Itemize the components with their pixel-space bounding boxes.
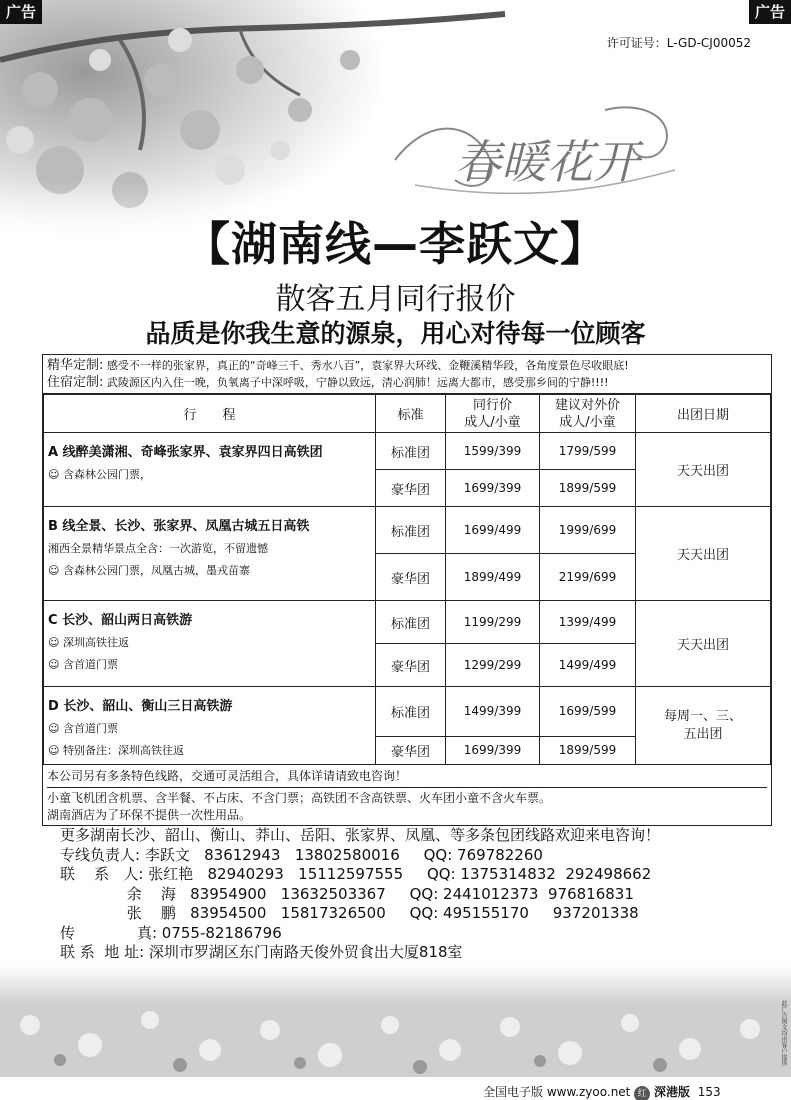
departure-date: 天天出团: [636, 433, 771, 507]
departure-date: 天天出团: [636, 601, 771, 687]
contact-section: [60, 826, 660, 963]
tour-level: 标准团: [376, 507, 446, 554]
route-sub: ☺ 含首道门票: [48, 658, 118, 671]
feature-line: [47, 374, 767, 391]
flower-field-background: [0, 965, 791, 1077]
footer-url: www.zyoo.net: [546, 1085, 631, 1099]
retail-price: 1799/599: [540, 433, 636, 470]
route-cell: [44, 433, 376, 507]
route-title: D 长沙、韶山、衡山三日高铁游: [48, 699, 233, 714]
tour-level: 豪华团: [376, 644, 446, 687]
retail-price: 2199/699: [540, 554, 636, 601]
contact-line: 联 系 地 址: 深圳市罗湖区东门南路天俊外贸食出大厦818室: [60, 943, 463, 961]
route-cell: [44, 687, 376, 765]
note-line: 小童飞机团含机票、含半餐、不占床、不含门票；高铁团不含高铁票、火车团小童不含火车票。: [47, 791, 552, 805]
contact-line: 张 鹏 83954500 15817326500 QQ: 495155170 937201338: [60, 904, 639, 922]
table-row: [44, 687, 771, 737]
contact-line: 传 真: 0755-82186796: [60, 923, 282, 942]
peer-price: 1499/399: [446, 687, 540, 737]
table-row: [44, 601, 771, 644]
footer: [483, 1083, 721, 1100]
spring-title-text: 春暖花开: [455, 135, 639, 189]
side-disclaimer: 此广告图文均由客户提供: [780, 1000, 787, 1066]
route-sub: ☺ 含首道门票: [48, 722, 118, 735]
tour-level: 标准团: [376, 601, 446, 644]
retail-price: 1699/599: [540, 687, 636, 737]
retail-price: 1999/699: [540, 507, 636, 554]
retail-price: 1899/599: [540, 470, 636, 507]
page-title: 【湖南线—李跃文】: [184, 217, 607, 271]
price-box: [42, 354, 772, 826]
contact-line: 联 系 人: 张红艳 82940293 15112597555 QQ: 1375314832 292498662: [60, 865, 652, 883]
contact-line: 专线负责人: 李跃文 83612943 13802580016 QQ: 769782260: [60, 845, 543, 864]
feature-label: 精华定制:: [47, 358, 104, 373]
departure-date: 每周一、三、 五出团: [636, 687, 771, 765]
feature-label: 住宿定制:: [47, 375, 104, 390]
footer-region: 深港版: [654, 1085, 691, 1099]
peer-price: 1599/399: [446, 433, 540, 470]
header-route: 行 程: [44, 395, 376, 433]
tour-level: 标准团: [376, 687, 446, 737]
route-title: A 线醉美潇湘、奇峰张家界、袁家界四日高铁团: [48, 445, 323, 460]
departure-date: 天天出团: [636, 507, 771, 601]
page-number: 153: [697, 1085, 721, 1099]
route-cell: [44, 601, 376, 687]
contact-intro: 更多湖南长沙、韶山、衡山、莽山、岳阳、张家界、凤凰、等多条包团线路欢迎来电咨询！: [60, 826, 661, 844]
notes: [43, 765, 771, 825]
page-subtitle: 散客五月同行报价: [275, 282, 516, 317]
price-table: [43, 394, 771, 765]
tour-level: 标准团: [376, 433, 446, 470]
route-sub: ☺ 特别备注：深圳高铁往返: [48, 744, 184, 757]
feature-text: 感受不一样的张家界，真正的“奇峰三千、秀水八百”，袁家界大环线、金鞭溪精华段，各角度景色尽收眼底!: [106, 359, 629, 372]
ad-label-left: 广告: [0, 0, 42, 24]
route-title: B 线全景、长沙、张家界、凤凰古城五日高铁: [48, 519, 310, 534]
feature-line: [47, 357, 767, 374]
features: [43, 355, 771, 394]
route-sub: 湘西全景精华景点全含：一次游览，不留遗憾: [48, 542, 268, 555]
table-row: [44, 433, 771, 470]
ad-label-right: 广告: [749, 0, 791, 24]
retail-price: 1399/499: [540, 601, 636, 644]
peer-price: 1299/299: [446, 644, 540, 687]
route-sub: ☺ 含森林公园门票，: [48, 468, 151, 481]
peer-price: 1899/499: [446, 554, 540, 601]
tour-level: 豪华团: [376, 470, 446, 507]
peer-price: 1699/399: [446, 470, 540, 507]
license-number: 许可证号：L-GD-CJ00052: [606, 36, 751, 50]
tour-level: 豪华团: [376, 736, 446, 764]
slogan: 品质是你我生意的源泉，用心对待每一位顾客: [145, 319, 646, 348]
header-date: 出团日期: [636, 395, 771, 433]
swirl-ornament-icon: [385, 100, 685, 210]
spring-decorative-title: [385, 100, 685, 210]
route-title: C 长沙、韶山两日高铁游: [48, 613, 193, 628]
red-badge-icon: 红: [634, 1086, 650, 1100]
note-line: 湖南酒店为了环保不提供一次性用品。: [47, 808, 252, 822]
table-row: [44, 507, 771, 554]
feature-text: 武陵源区内入住一晚，负氧离子中深呼吸，宁静以致远，清心润肺！远离大都市，感受那乡间的宁静!!!!: [106, 376, 609, 389]
header-standard: 标准: [376, 395, 446, 433]
peer-price: 1199/299: [446, 601, 540, 644]
route-cell: [44, 507, 376, 601]
footer-edition: 全国电子版: [483, 1085, 544, 1099]
tour-level: 豪华团: [376, 554, 446, 601]
header-peer-price: 同行价 成人/小童: [446, 395, 540, 433]
table-header-row: [44, 395, 771, 433]
contact-line: 余 海 83954900 13632503367 QQ: 2441012373 976816831: [60, 884, 634, 903]
peer-price: 1699/499: [446, 507, 540, 554]
retail-price: 1499/499: [540, 644, 636, 687]
retail-price: 1899/599: [540, 736, 636, 764]
note-line: 本公司另有多条特色线路，交通可灵活组合，具体详请请致电咨询！: [47, 766, 767, 788]
header-retail-price: 建议对外价 成人/小童: [540, 395, 636, 433]
route-sub: ☺ 含森林公园门票，凤凰古城，墨戎苗寨: [48, 564, 250, 577]
peer-price: 1699/399: [446, 736, 540, 764]
route-sub: ☺ 深圳高铁往返: [48, 636, 129, 649]
